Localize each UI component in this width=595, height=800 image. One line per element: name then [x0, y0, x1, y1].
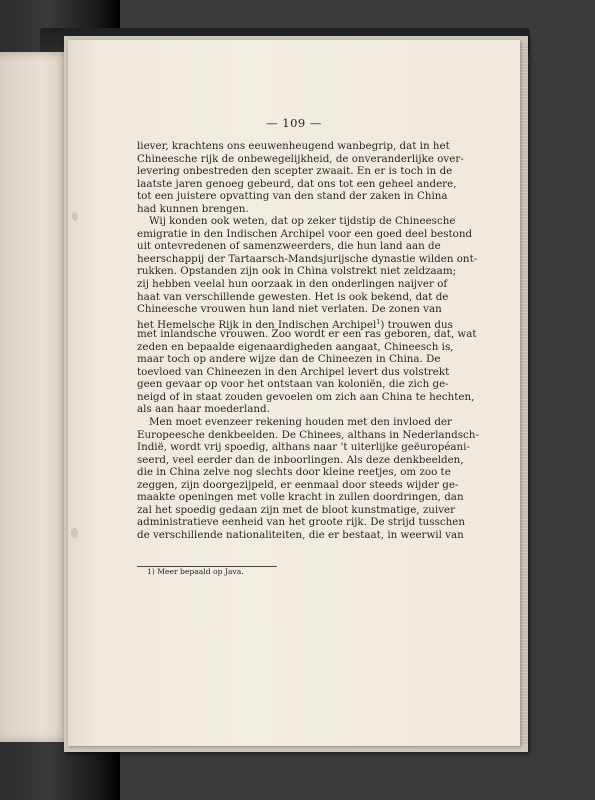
text-line: [137, 278, 448, 291]
text-line-content: met inlandsche vrouwen. Zoo wordt er een ras geboren, dat, wat: [137, 328, 477, 341]
text-line: [137, 328, 477, 341]
text-line-content: laatste jaren genoeg gebeurd, dat ons tot een geheel andere,: [137, 177, 457, 190]
text-line-content: rukken. Opstanden zijn ook in China volstrekt niet zeldzaam;: [137, 265, 457, 278]
footnote-marker: 1): [147, 567, 155, 576]
text-line: [137, 416, 452, 429]
text-line-content: maakte openingen met volle kracht in zullen doordringen, dan: [137, 491, 464, 504]
text-line: [137, 453, 464, 467]
text-line: [137, 466, 451, 479]
text-line: [137, 177, 457, 191]
text-line-content: neigd of in staat zouden gevoelen om zich aan China te hechten,: [137, 390, 475, 403]
text-line: [137, 165, 453, 178]
text-line-content: geen gevaar op voor het ontstaan van koloniën, die zich ge-: [137, 378, 449, 391]
text-line: [137, 227, 473, 241]
text-line-content: Chineesche vrouwen hun land niet verlaten. De zonen van: [137, 303, 442, 316]
text-line: [137, 441, 470, 454]
text-line-content: maar toch op andere wijze dan de Chineezen in China. De: [137, 353, 441, 366]
text-line-content: zeden en bepaalde eigenaardigheden aangaat, Chineesch is,: [137, 340, 454, 353]
text-line-content: Men moet evenzeer rekening houden met den invloed der: [149, 416, 452, 429]
text-line-content: haat van verschillende gewesten. Het is ook bekend, dat de: [137, 290, 449, 303]
text-line: [137, 503, 456, 517]
text-line: [137, 528, 464, 542]
text-line-content: zeggen, zijn doorgezijpeld, er eenmaal door steeds wijder ge-: [137, 478, 459, 491]
text-line-content: ) trouwen dus: [380, 318, 453, 331]
text-line: [137, 365, 450, 379]
text-line: [137, 290, 449, 304]
text-line-content: Chineesche rijk de onbewegelijkheid, de onveranderlijke over-: [137, 152, 464, 165]
text-line-content: als aan haar moederland.: [137, 403, 270, 416]
text-line: [137, 491, 464, 504]
text-line: [137, 353, 441, 366]
text-line-content: Europeesche denkbeelden. De Chinees, althans in Nederlandsch-: [137, 428, 479, 441]
text-line-content: uit ontevredenen of samenzweerders, die hun land aan de: [137, 240, 441, 253]
text-line-content: levering onbestreden den scepter zwaait. En er is toch in de: [137, 165, 453, 178]
text-line: [137, 303, 442, 316]
text-line-content: zij hebben veelal hun oorzaak in den onderlingen naijver of: [137, 278, 448, 291]
text-line: [137, 428, 479, 442]
text-line: [137, 403, 427, 416]
body-text: [137, 140, 479, 542]
paper-stain: [72, 212, 78, 221]
text-line: [137, 390, 475, 404]
text-line: [137, 378, 449, 391]
text-line-content: toevloed van Chineezen in den Archipel levert dus volstrekt: [137, 365, 450, 378]
text-line: [137, 516, 465, 529]
text-line: [137, 240, 441, 253]
paper-stain: [71, 528, 78, 538]
text-line-content: zal het spoedig gedaan zijn met de bloot kunstmatige, zuiver: [137, 503, 456, 516]
text-line: [137, 152, 464, 166]
text-line: [137, 140, 450, 153]
text-line-content: liever, krachtens ons eeuwenheugend wanbegrip, dat in het: [137, 140, 450, 152]
footnote: [147, 567, 427, 576]
facing-page: [0, 52, 70, 742]
footnote-text: Meer bepaald op Java.: [157, 567, 244, 576]
text-line: [137, 478, 459, 492]
text-line: [137, 340, 454, 354]
text-line-content: seerd, veel eerder dan de inboorlingen. Als deze denkbeelden,: [137, 453, 464, 466]
text-line: [137, 203, 427, 216]
text-line-content: administratieve eenheid van het groote rijk. De strijd tusschen: [137, 516, 465, 529]
text-line-content: de verschillende nationaliteiten, die er bestaat, in weerwil van: [137, 528, 464, 541]
text-line: [137, 215, 456, 228]
text-line: [137, 316, 453, 331]
text-line-content: Indië, wordt vrij spoedig, althans naar 't uiterlijke geëuropéani-: [137, 441, 470, 454]
text-line-content: het Hemelsche Rijk in den Indischen Archipel: [137, 318, 377, 331]
text-line-content: emigratie in den Indischen Archipel voor een goed deel bestond: [137, 227, 473, 240]
text-line-content: Wij konden ook weten, dat op zeker tijdstip de Chineesche: [149, 215, 456, 228]
page-number: — 109 —: [266, 116, 322, 130]
footnote-reference: 1: [376, 317, 381, 326]
text-line-content: tot een juistere opvatting van den stand der zaken in China: [137, 190, 448, 203]
text-line-content: die in China zelve nog slechts door kleine reetjes, om zoo te: [137, 466, 451, 479]
text-line: [137, 265, 457, 278]
text-line-content: heerschappij der Tartaarsch-Mandsjurijsche dynastie wilden ont-: [137, 252, 478, 265]
text-line: [137, 252, 478, 266]
text-line: [137, 190, 448, 203]
text-line-content: had kunnen brengen.: [137, 202, 249, 215]
